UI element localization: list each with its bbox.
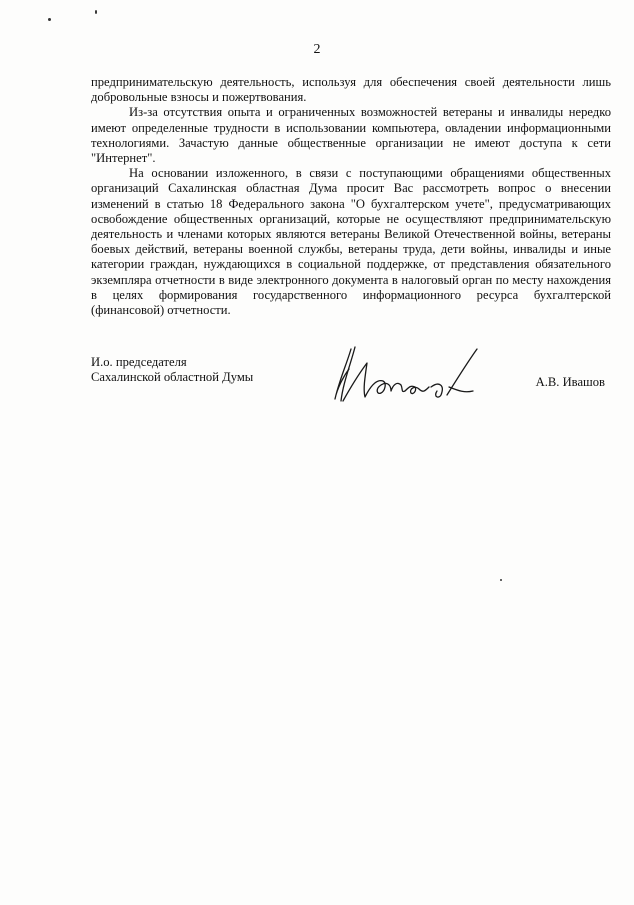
signature-block <box>91 355 611 415</box>
signatory-title-line-2: Сахалинской областной Думы <box>91 370 254 385</box>
letter-body <box>91 75 611 318</box>
scan-speck <box>500 579 502 581</box>
scan-speck <box>48 18 51 21</box>
handwritten-signature <box>329 341 489 411</box>
signatory-name: А.В. Ивашов <box>535 375 605 389</box>
paragraph-2: Из-за отсутствия опыта и ограниченных возможностей ветераны и инвалиды нередко имеют определенные трудности в использовании компьютера, овладении информационными технологиями. Зачастую данные общественные организации не имеют доступа к сети "Интернет". <box>91 105 611 166</box>
signatory-title-line-1: И.о. председателя <box>91 355 187 369</box>
paragraph-1: предпринимательскую деятельность, используя для обеспечения своей деятельности лишь добровольные взносы и пожертвования. <box>91 75 611 105</box>
signatory-title <box>91 355 253 385</box>
page-number: 2 <box>313 42 321 57</box>
scan-speck <box>95 10 97 14</box>
paragraph-3: На основании изложенного, в связи с поступающими обращениями общественных организаций Сахалинская областная Дума просит Вас рассмотреть вопрос о внесении изменений в статью 18 Федерального закона "О бухгалтерском учете", предусматривающих освобождение общественных организаций, которые не осуществляют предпринимательскую деятельность и членами которых являются ветераны Великой Отечественной войны, ветераны боевых действий, ветераны военной службы, ветераны труда, дети войны, инвалиды и иные категории граждан, нуждающихся в социальной поддержке, от представления обязательного экземпляра отчетности в виде электронного документа в налоговый орган по месту нахождения в целях формирования государственного информационного ресурса бухгалтерской (финансовой) отчетности. <box>91 166 611 318</box>
